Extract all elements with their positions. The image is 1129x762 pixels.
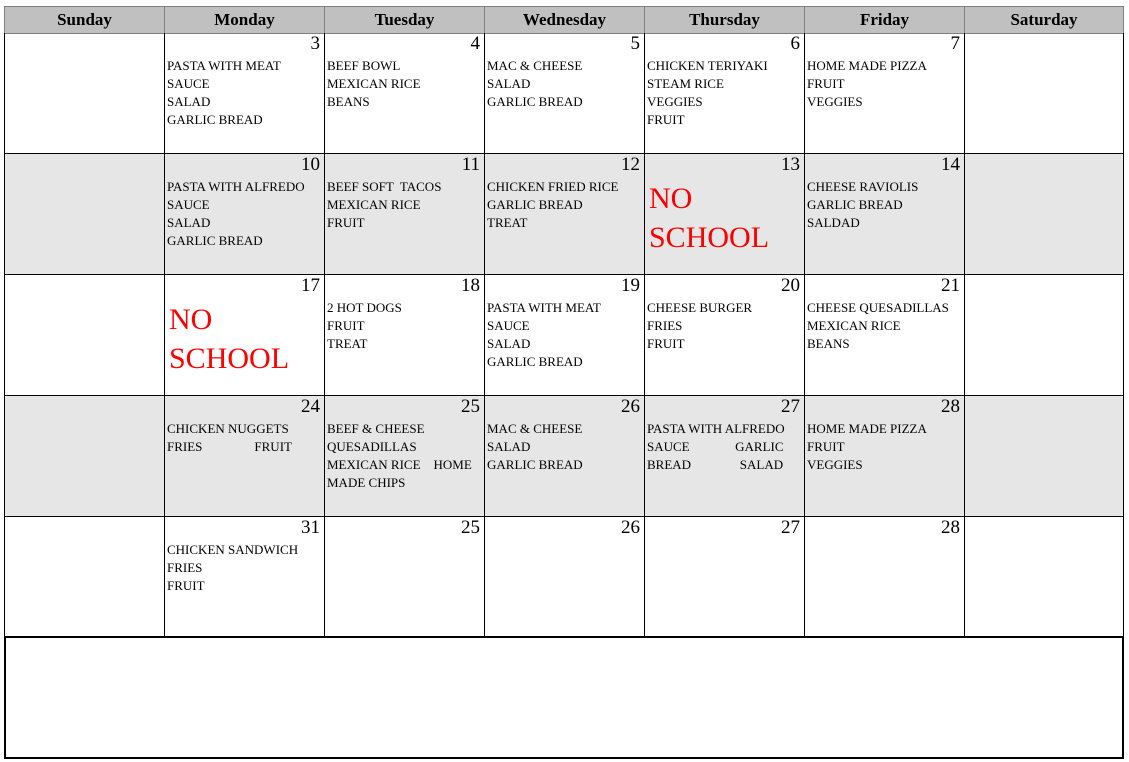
menu-item: VEGGIES [807, 457, 863, 472]
menu-item: BEEF SOFT TACOS [327, 179, 442, 194]
menu-item: PASTA WITH MEAT [167, 58, 281, 73]
menu-item: VEGGIES [647, 94, 703, 109]
day-cell [4, 33, 164, 154]
day-number: 4 [470, 33, 480, 54]
day-number: 25 [461, 396, 480, 417]
day-cell [964, 396, 1124, 517]
calendar-weeks [4, 33, 1124, 638]
day-number: 26 [621, 396, 640, 417]
menu-item: SAUCE [167, 197, 210, 212]
menu-item: BEANS [327, 94, 370, 109]
menu-item: GARLIC BREAD [167, 112, 263, 127]
menu-item: FRIES FRUIT [167, 439, 292, 454]
no-school-text: SCHOOL [649, 221, 770, 254]
day-cell [484, 33, 644, 154]
day-cell [324, 275, 484, 396]
week-row [4, 154, 1124, 275]
day-cell [644, 275, 804, 396]
menu-list [647, 420, 800, 474]
day-cell [324, 517, 484, 638]
day-cell [484, 517, 644, 638]
day-cell [644, 154, 804, 275]
day-cell [4, 396, 164, 517]
menu-item: TREAT [327, 336, 368, 351]
menu-item: MEXICAN RICE [327, 76, 421, 91]
menu-item: MEXICAN RICE [807, 318, 901, 333]
weekday-header-thursday: Thursday [644, 6, 804, 34]
menu-item: BREAD SALAD [647, 457, 784, 472]
day-number: 27 [781, 517, 800, 538]
day-cell [164, 517, 324, 638]
menu-item: MADE CHIPS [327, 475, 406, 490]
menu-item: FRUIT [647, 112, 685, 127]
menu-list [327, 420, 480, 492]
day-number: 24 [301, 396, 320, 417]
day-cell [964, 154, 1124, 275]
day-number: 21 [941, 275, 960, 296]
day-cell [964, 275, 1124, 396]
day-cell [484, 275, 644, 396]
no-school-text: SCHOOL [169, 342, 290, 375]
menu-item: CHEESE BURGER [647, 300, 753, 315]
menu-item: FRIES [647, 318, 683, 333]
day-cell [804, 396, 964, 517]
no-school-text: NO [649, 182, 693, 215]
menu-item: QUESADILLAS [327, 439, 417, 454]
day-cell [164, 275, 324, 396]
menu-item: BEEF BOWL [327, 58, 401, 73]
week-row [4, 275, 1124, 396]
menu-item: STEAM RICE [647, 76, 724, 91]
calendar [4, 6, 1124, 638]
menu-item: MAC & CHEESE [487, 58, 583, 73]
menu-item: MEXICAN RICE [327, 197, 421, 212]
day-cell [644, 396, 804, 517]
menu-item: SALAD [487, 439, 531, 454]
day-cell [644, 33, 804, 154]
day-cell [4, 154, 164, 275]
menu-item: BEEF & CHEESE [327, 421, 425, 436]
day-number: 13 [781, 154, 800, 175]
weekday-header-monday: Monday [164, 6, 324, 34]
weekday-header-friday: Friday [804, 6, 964, 34]
menu-item: MAC & CHEESE [487, 421, 583, 436]
weekday-header-tuesday: Tuesday [324, 6, 484, 34]
day-cell [644, 517, 804, 638]
menu-list [167, 178, 320, 250]
menu-item: HOME MADE PIZZA [807, 421, 927, 436]
day-cell [4, 517, 164, 638]
menu-list [167, 541, 320, 595]
day-cell [804, 154, 964, 275]
menu-item: SALAD [167, 94, 211, 109]
day-cell [964, 517, 1124, 638]
day-number: 17 [301, 275, 320, 296]
menu-item: SALDAD [807, 215, 860, 230]
day-number: 25 [461, 517, 480, 538]
menu-item: GARLIC BREAD [487, 457, 583, 472]
day-cell [324, 396, 484, 517]
menu-item: FRUIT [807, 439, 845, 454]
day-number: 18 [461, 275, 480, 296]
day-cell [484, 154, 644, 275]
menu-item: PASTA WITH ALFREDO [167, 179, 305, 194]
menu-item: 2 HOT DOGS [327, 300, 402, 315]
menu-item: CHEESE QUESADILLAS [807, 300, 949, 315]
menu-item: SALAD [487, 336, 531, 351]
day-cell [804, 33, 964, 154]
menu-item: GARLIC BREAD [487, 197, 583, 212]
menu-item: CHEESE RAVIOLIS [807, 179, 919, 194]
day-cell [164, 154, 324, 275]
day-number: 3 [310, 33, 320, 54]
menu-item: PASTA WITH ALFREDO [647, 421, 785, 436]
day-number: 11 [461, 154, 480, 175]
day-cell [484, 396, 644, 517]
menu-item: SAUCE [487, 318, 530, 333]
menu-list [647, 57, 800, 129]
day-number: 20 [781, 275, 800, 296]
day-cell [324, 33, 484, 154]
menu-list [327, 57, 480, 111]
day-cell [4, 275, 164, 396]
menu-list [807, 178, 960, 232]
day-cell [324, 154, 484, 275]
day-number: 26 [621, 517, 640, 538]
menu-item: SALAD [167, 215, 211, 230]
menu-list [487, 299, 640, 371]
day-number: 5 [630, 33, 640, 54]
day-number: 12 [621, 154, 640, 175]
menu-item: BEANS [807, 336, 850, 351]
weekday-header-row [4, 6, 1124, 33]
day-cell [804, 517, 964, 638]
menu-list [327, 178, 480, 232]
day-number: 14 [941, 154, 960, 175]
menu-list [487, 178, 640, 232]
menu-list [327, 299, 480, 353]
menu-item: CHICKEN FRIED RICE [487, 179, 619, 194]
menu-item: FRIES [167, 560, 203, 575]
menu-item: PASTA WITH MEAT [487, 300, 601, 315]
no-school-notice [649, 179, 769, 257]
day-number: 19 [621, 275, 640, 296]
menu-item: SALAD [487, 76, 531, 91]
weekday-header-sunday: Sunday [4, 6, 164, 34]
menu-item: HOME MADE PIZZA [807, 58, 927, 73]
menu-item: SAUCE GARLIC [647, 439, 784, 454]
menu-list [167, 420, 320, 456]
menu-list [807, 299, 960, 353]
menu-item: TREAT [487, 215, 528, 230]
menu-item: SAUCE [167, 76, 210, 91]
day-number: 10 [301, 154, 320, 175]
day-number: 28 [941, 396, 960, 417]
menu-list [647, 299, 800, 353]
menu-list [807, 57, 960, 111]
menu-item: GARLIC BREAD [487, 94, 583, 109]
menu-item: FRUIT [327, 215, 365, 230]
menu-item: MEXICAN RICE HOME [327, 457, 472, 472]
day-cell [164, 396, 324, 517]
weekday-header-saturday: Saturday [964, 6, 1124, 34]
menu-item: FRUIT [807, 76, 845, 91]
notes-box [4, 636, 1124, 759]
menu-item: CHICKEN SANDWICH [167, 542, 299, 557]
day-cell [804, 275, 964, 396]
day-number: 7 [950, 33, 960, 54]
menu-item: GARLIC BREAD [807, 197, 903, 212]
week-row [4, 517, 1124, 638]
menu-list [167, 57, 320, 129]
day-number: 31 [301, 517, 320, 538]
menu-list [487, 420, 640, 474]
no-school-notice [169, 300, 289, 378]
day-number: 28 [941, 517, 960, 538]
menu-item: CHICKEN TERIYAKI [647, 58, 768, 73]
menu-item: VEGGIES [807, 94, 863, 109]
no-school-text: NO [169, 303, 213, 336]
week-row [4, 33, 1124, 154]
menu-list [807, 420, 960, 474]
menu-list [487, 57, 640, 111]
menu-item: FRUIT [167, 578, 205, 593]
menu-item: GARLIC BREAD [167, 233, 263, 248]
menu-item: FRUIT [647, 336, 685, 351]
day-cell [164, 33, 324, 154]
day-cell [964, 33, 1124, 154]
day-number: 6 [790, 33, 800, 54]
week-row [4, 396, 1124, 517]
menu-item: CHICKEN NUGGETS [167, 421, 289, 436]
menu-item: FRUIT [327, 318, 365, 333]
weekday-header-wednesday: Wednesday [484, 6, 644, 34]
menu-item: GARLIC BREAD [487, 354, 583, 369]
day-number: 27 [781, 396, 800, 417]
